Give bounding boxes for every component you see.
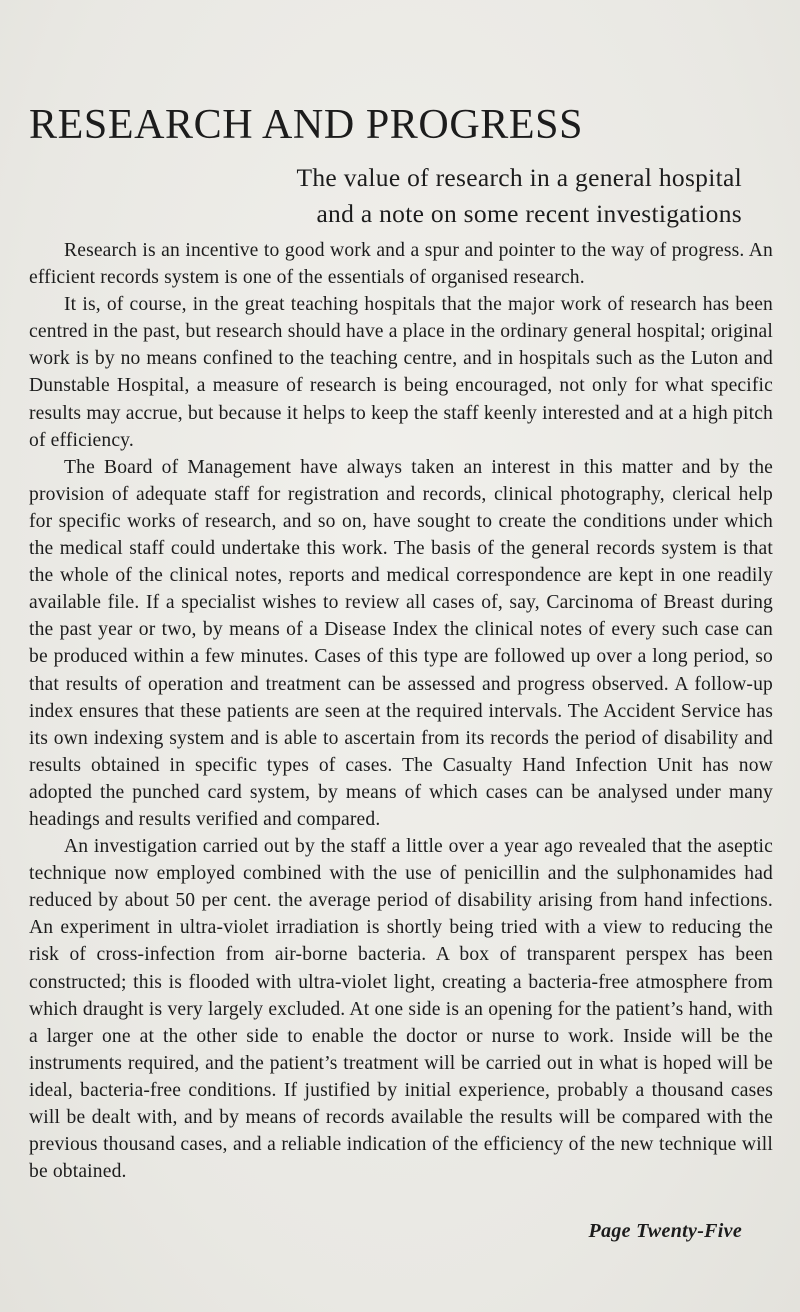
paragraph: An investigation carried out by the staff a little over a year ago revealed that the aseptic technique now employed combined with the use of penicillin and the sulphonamides had reduced by about 50 per cent. the average period of disability arising from hand infections. An experiment in ultra-violet irradiation is shortly being tried with a view to reducing the risk of cross-infection from air-borne bacteria. A box of transparent perspex has been constructed; this is flooded with ultra-violet light, creating a bacteria-free atmosphere from which draught is very largely excluded. At one side is an opening for the patient’s hand, with a larger one at the other side to enable the doctor or nurse to work. Inside will be the instruments required, and the patient’s treatment will be carried out in what is hoped will be ideal, bacteria-free conditions. If justified by initial experience, probably a thousand cases will be dealt with, and by means of records available the results will be compared with the previous thousand cases, and a reliable indication of the efficiency of the new technique will be obtained.	[29, 836, 773, 1183]
paragraph: The Board of Management have always taken an interest in this matter and by the provision of adequate staff for registration and records, clinical photography, clerical help for specific works of research, and so on, have sought to create the conditions under which the medical staff could undertake this work. The basis of the general records system is that the whole of the clinical notes, reports and medical correspondence are kept in one readily available file. If a specialist wishes to review all cases of, say, Carcinoma of Breast during the past year or two, by means of a Disease Index the clinical notes of every such case can be produced within a few minutes. Cases of this type are followed up over a long period, so that results of operation and treatment can be assessed and progress observed. A follow-up index ensures that these patients are seen at the required intervals. The Accident Service has its own indexing system and is able to ascertain from its records the period of disability and results obtained in specific types of cases. The Casualty Hand Infection Unit has now adopted the punched card system, by means of which cases can be analysed under many headings and results verified and compared.	[29, 456, 773, 830]
subtitle-line: and a note on some recent investigations	[316, 199, 742, 228]
subtitle-line: The value of research in a general hospital	[296, 163, 742, 192]
paragraph: It is, of course, in the great teaching hospitals that the major work of research has been centred in the past, but research should have a place in the ordinary general hospital; original work is by no means confined to the teaching centre, and in hospitals such as the Luton and Dunstable Hospital, a measure of research is being encouraged, not only for what specific results may accrue, but because it helps to keep the staff keenly interested and at a high pitch of efficiency.	[29, 294, 773, 451]
subtitle	[297, 160, 743, 232]
page-title: RESEARCH AND PROGRESS	[29, 102, 584, 148]
article-body	[29, 237, 773, 1185]
page-number: Page Twenty-Five	[588, 1220, 742, 1242]
paragraph: Research is an incentive to good work and a spur and pointer to the way of progress. An efficient records system is one of the essentials of organised research.	[29, 240, 773, 289]
